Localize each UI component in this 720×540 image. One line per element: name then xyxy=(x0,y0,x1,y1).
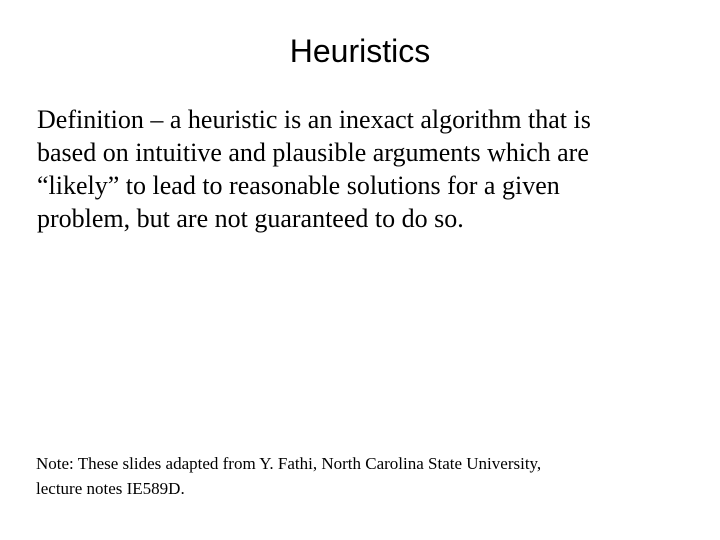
definition-text xyxy=(37,103,677,235)
definition-line-1: Definition – a heuristic is an inexact algorithm that is xyxy=(37,105,591,134)
source-note-line-1: Note: These slides adapted from Y. Fathi, North Carolina State University, xyxy=(36,454,542,473)
source-note-line-2: lecture notes IE589D. xyxy=(36,479,185,498)
source-note xyxy=(36,451,696,501)
definition-line-3: “likely” to lead to reasonable solutions for a given xyxy=(37,171,560,200)
slide-title: Heuristics xyxy=(289,33,431,69)
definition-line-4: problem, but are not guaranteed to do so. xyxy=(37,204,464,233)
definition-line-2: based on intuitive and plausible arguments which are xyxy=(37,138,589,167)
